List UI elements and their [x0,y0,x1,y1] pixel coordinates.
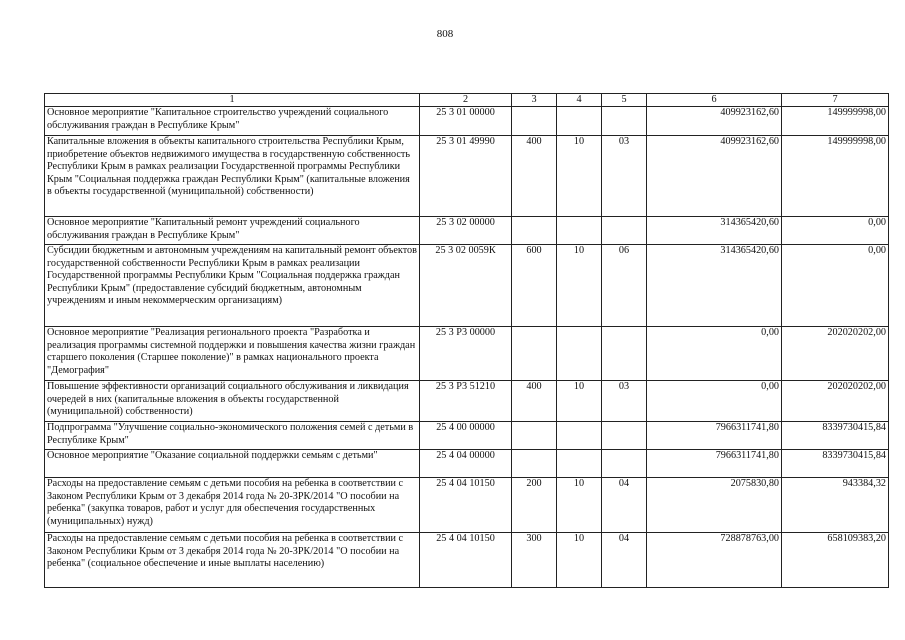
header-cell-3: 3 [512,94,557,107]
row-sum-2: 149999998,00 [782,136,889,217]
row-name: Основное мероприятие "Капитальный ремонт учреждений социального обслуживания граждан в Республике Крым" [45,217,420,245]
row-target-article: 25 3 02 00000 [420,217,512,245]
row-subsection [602,450,647,478]
row-sum-2: 0,00 [782,217,889,245]
row-expense-type: 400 [512,381,557,422]
row-sum-1: 0,00 [647,381,782,422]
row-sum-2: 202020202,00 [782,381,889,422]
row-subsection: 04 [602,533,647,588]
header-cell-5: 5 [602,94,647,107]
table-row [45,533,889,588]
row-target-article: 25 4 00 00000 [420,422,512,450]
header-cell-7: 7 [782,94,889,107]
row-section: 10 [557,381,602,422]
row-sum-2: 202020202,00 [782,327,889,381]
row-subsection: 03 [602,136,647,217]
row-section: 10 [557,478,602,533]
row-sum-1: 7966311741,80 [647,422,782,450]
row-expense-type [512,327,557,381]
row-subsection: 03 [602,381,647,422]
row-name: Расходы на предоставление семьям с детьми пособия на ребенка в соответствии с Законом Республики Крым от 3 декабря 2014 года № 20-ЗРК/2014 "О пособии на ребенка" (закупка товаров, работ и услуг для обеспечения государственных (муниципальных) нужд) [45,478,420,533]
row-subsection [602,217,647,245]
header-cell-2: 2 [420,94,512,107]
row-name: Субсидии бюджетным и автономным учреждениям на капитальный ремонт объектов государственной собственности Республики Крым в рамках реализации Государственной программы Республики Крым "Социальная поддержка граждан Республики Крым" (предоставление субсидий бюджетным, автономным учреждениям и иным некоммерческим организациям) [45,245,420,327]
row-name: Расходы на предоставление семьям с детьми пособия на ребенка в соответствии с Законом Республики Крым от 3 декабря 2014 года № 20-ЗРК/2014 "О пособии на ребенка" (социальное обеспечение и иные выплаты населению) [45,533,420,588]
row-section [557,422,602,450]
table-row [45,422,889,450]
row-target-article: 25 3 01 49990 [420,136,512,217]
row-section: 10 [557,245,602,327]
row-target-article: 25 3 02 0059К [420,245,512,327]
row-name: Капитальные вложения в объекты капитального строительства Республики Крым, приобретение объектов недвижимого имущества в государственную собственность Республики Крым в рамках реализации Государственной программы Республики Крым "Социальная поддержка граждан Республики Крым" (капитальные вложения в объекты государственной (муниципальной) собственности) [45,136,420,217]
table-row [45,478,889,533]
table-header-row [45,94,889,107]
table-row [45,450,889,478]
row-subsection [602,327,647,381]
row-section [557,327,602,381]
row-sum-2: 658109383,20 [782,533,889,588]
row-subsection: 06 [602,245,647,327]
row-target-article: 25 4 04 00000 [420,450,512,478]
row-target-article: 25 3 01 00000 [420,107,512,136]
row-sum-2: 149999998,00 [782,107,889,136]
budget-table [44,93,889,588]
row-sum-1: 728878763,00 [647,533,782,588]
row-target-article: 25 4 04 10150 [420,478,512,533]
table-row [45,136,889,217]
row-target-article: 25 4 04 10150 [420,533,512,588]
row-sum-2: 8339730415,84 [782,450,889,478]
row-subsection [602,422,647,450]
row-target-article: 25 3 P3 51210 [420,381,512,422]
table-row [45,381,889,422]
row-expense-type: 400 [512,136,557,217]
row-sum-1: 2075830,80 [647,478,782,533]
row-expense-type: 300 [512,533,557,588]
row-sum-1: 7966311741,80 [647,450,782,478]
page-number: 808 [436,28,454,40]
row-section [557,217,602,245]
row-sum-2: 943384,32 [782,478,889,533]
row-section: 10 [557,136,602,217]
row-expense-type: 200 [512,478,557,533]
header-cell-6: 6 [647,94,782,107]
row-subsection [602,107,647,136]
row-name: Повышение эффективности организаций социального обслуживания и ликвидация очередей в них (капитальные вложения в объекты государственной (муниципальной) собственности) [45,381,420,422]
row-sum-1: 314365420,60 [647,217,782,245]
row-sum-2: 8339730415,84 [782,422,889,450]
row-expense-type [512,107,557,136]
row-sum-1: 409923162,60 [647,136,782,217]
row-name: Подпрограмма "Улучшение социально-экономического положения семей с детьми в Республике Крым" [45,422,420,450]
row-section [557,450,602,478]
row-expense-type [512,422,557,450]
row-expense-type: 600 [512,245,557,327]
table-row [45,245,889,327]
row-expense-type [512,450,557,478]
row-section: 10 [557,533,602,588]
row-name: Основное мероприятие "Капитальное строительство учреждений социального обслуживания граждан в Республике Крым" [45,107,420,136]
row-sum-2: 0,00 [782,245,889,327]
row-section [557,107,602,136]
row-expense-type [512,217,557,245]
table-row [45,327,889,381]
table-row [45,217,889,245]
header-cell-4: 4 [557,94,602,107]
row-name: Основное мероприятие "Реализация регионального проекта "Разработка и реализация программы системной поддержки и повышения качества жизни граждан старшего поколения (Старшее поколение)" в рамках национального проекта "Демография" [45,327,420,381]
row-name: Основное мероприятие "Оказание социальной поддержки семьям с детьми" [45,450,420,478]
table-row [45,107,889,136]
row-sum-1: 0,00 [647,327,782,381]
header-cell-1: 1 [45,94,420,107]
row-sum-1: 314365420,60 [647,245,782,327]
row-sum-1: 409923162,60 [647,107,782,136]
row-subsection: 04 [602,478,647,533]
row-target-article: 25 3 P3 00000 [420,327,512,381]
